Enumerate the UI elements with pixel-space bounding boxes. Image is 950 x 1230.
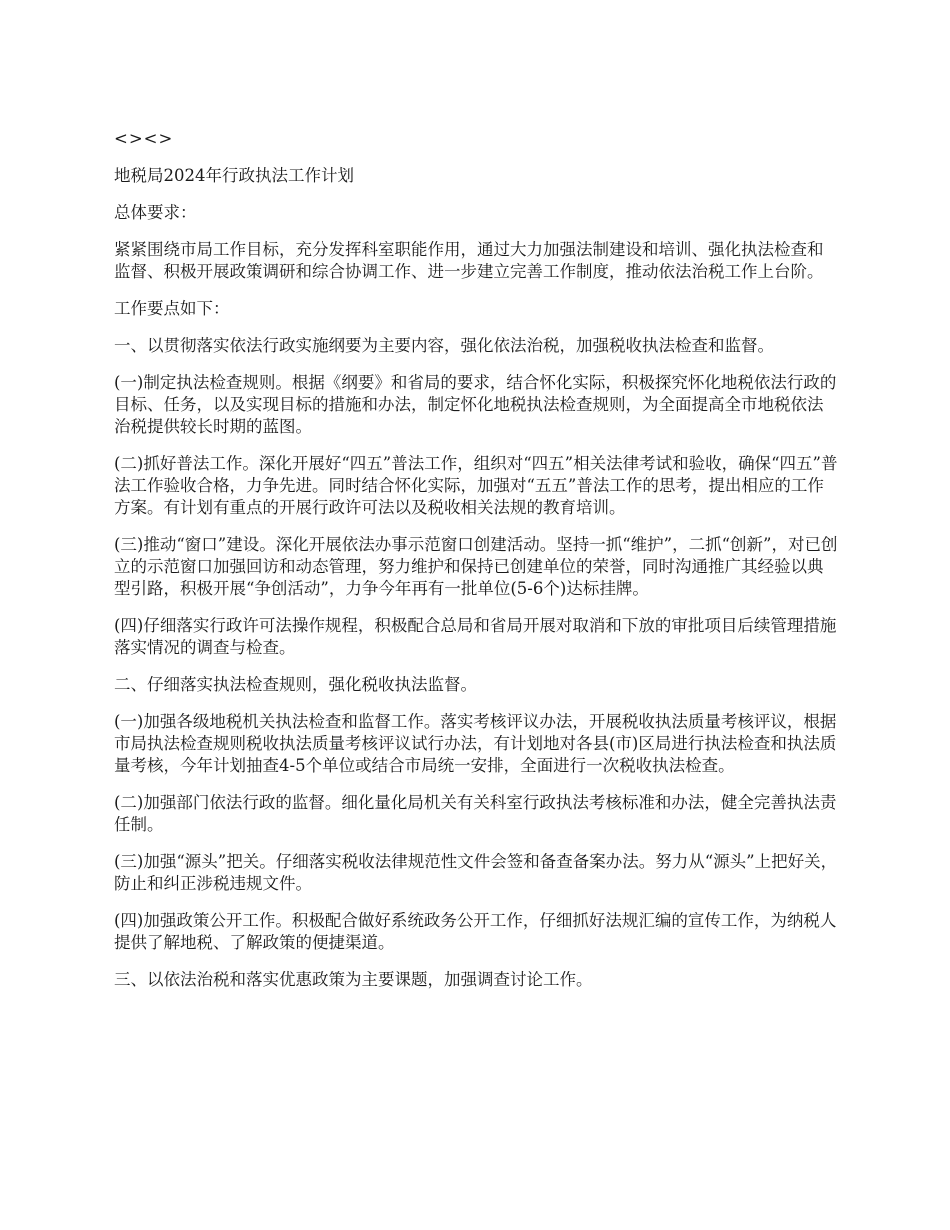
section-heading-2: 二、仔细落实执法检查规则，强化税收执法监督。 xyxy=(114,675,477,694)
paragraph-2-2: (二)加强部门依法行政的监督。细化量化局机关有关科室行政执法考核标准和办法，健全完善执法责任制。 xyxy=(114,793,837,834)
paragraph-1-1: (一)制定执法检查规则。根据《纲要》和省局的要求，结合怀化实际，积极探究怀化地税依法行政的目标、任务，以及实现目标的措施和办法，制定怀化地税执法检查规则，为全面提高全市地税依法治税提供较长时期的蓝图。 xyxy=(114,373,837,436)
document-page xyxy=(114,128,838,1006)
paragraph-1-4: (四)仔细落实行政许可法操作规程，积极配合总局和省局开展对取消和下放的审批项目后续管理措施落实情况的调查与检查。 xyxy=(114,616,837,657)
header-marker: <><> xyxy=(114,129,174,148)
paragraph-key-points: 工作要点如下： xyxy=(114,299,230,318)
paragraph-2-3: (三)加强“源头”把关。仔细落实税收法律规范性文件会签和备查备案办法。努力从“源头”上把好关，防止和纠正涉税违规文件。 xyxy=(114,852,838,893)
paragraph-2-4: (四)加强政策公开工作。积极配合做好系统政务公开工作，仔细抓好法规汇编的宣传工作，为纳税人提供了解地税、了解政策的便捷渠道。 xyxy=(114,911,837,952)
document-title: 地税局2024年行政执法工作计划 xyxy=(114,166,354,185)
section-heading-1: 一、以贯彻落实依法行政实施纲要为主要内容，强化依法治税，加强税收执法检查和监督。 xyxy=(114,336,774,355)
paragraph-general-requirements: 总体要求： xyxy=(114,203,197,222)
paragraph-1-2: (二)抓好普法工作。深化开展好“四五”普法工作，组织对“四五”相关法律考试和验收，确保“四五”普法工作验收合格，力争先进。同时结合怀化实际，加强对“五五”普法工作的思考，提出相应的工作方案。有计划有重点的开展行政许可法以及税收相关法规的教育培训。 xyxy=(114,454,838,517)
section-heading-3: 三、以依法治税和落实优惠政策为主要课题，加强调查讨论工作。 xyxy=(114,970,593,989)
paragraph-1-3: (三)推动“窗口”建设。深化开展依法办事示范窗口创建活动。坚持一抓“维护”，二抓“创新”，对已创立的示范窗口加强回访和动态管理，努力维护和保持已创建单位的荣誉，同时沟通推广其经验以典型引路，积极开展“争创活动”，力争今年再有一批单位(5-6个)达标挂牌。 xyxy=(114,535,838,598)
paragraph-2-1: (一)加强各级地税机关执法检查和监督工作。落实考核评议办法，开展税收执法质量考核评议，根据市局执法检查规则税收执法质量考核评议试行办法，有计划地对各县(市)区局进行执法检查和执法质量考核，今年计划抽查4-5个单位或结合市局统一安排，全面进行一次税收执法检查。 xyxy=(114,712,837,775)
paragraph-intro: 紧紧围绕市局工作目标，充分发挥科室职能作用，通过大力加强法制建设和培训、强化执法检查和监督、积极开展政策调研和综合协调工作、进一步建立完善工作制度，推动依法治税工作上台阶。 xyxy=(114,240,824,281)
